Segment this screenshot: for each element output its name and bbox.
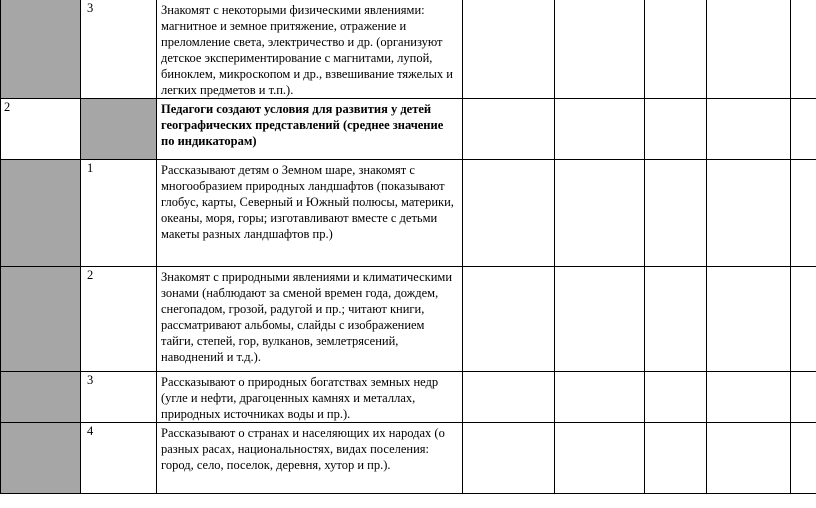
table-row [1, 0, 816, 99]
item-description: Знакомят с некоторыми физическими явлениями: магнитное и земное притяжение, отражение и преломление света, электричество и др. (организуют детское экспериментирование с магнитами, лупой, биноклем, микроскопом и др., взвешивание тяжелых и легких предметов и т.п.). [157, 0, 463, 99]
score-cell [707, 423, 791, 494]
score-cell [707, 160, 791, 267]
section-cell [1, 372, 81, 423]
score-cell [791, 99, 816, 160]
section-cell [1, 160, 81, 267]
section-number: 2 [1, 99, 81, 160]
item-number: 3 [81, 372, 157, 423]
table-row [1, 160, 816, 267]
score-cell [555, 423, 645, 494]
item-number: 1 [81, 160, 157, 267]
score-cell [707, 0, 791, 99]
score-cell [463, 0, 555, 99]
score-cell [645, 99, 707, 160]
item-number: 3 [81, 0, 157, 99]
score-cell [463, 99, 555, 160]
score-cell [555, 160, 645, 267]
score-cell [463, 372, 555, 423]
score-cell [791, 0, 816, 99]
score-cell [645, 160, 707, 267]
score-cell [791, 423, 816, 494]
section-cell [1, 423, 81, 494]
item-description: Рассказывают о природных богатствах земных недр (угле и нефти, драгоценных камнях и металлах, природных источниках воды и пр.). [157, 372, 463, 423]
score-cell [707, 372, 791, 423]
table-row [1, 267, 816, 372]
table-row [1, 423, 816, 494]
score-cell [707, 267, 791, 372]
score-cell [791, 267, 816, 372]
section-cell [1, 0, 81, 99]
score-cell [791, 160, 816, 267]
score-cell [791, 372, 816, 423]
item-description: Знакомят с природными явлениями и климатическими зонами (наблюдают за сменой времен года, дождем, снегопадом, грозой, радугой и пр.; читают книги, рассматривают альбомы, слайды с изображением тайги, степей, гор, вулканов, землетрясений, наводнений и т.д.). [157, 267, 463, 372]
item-number: 4 [81, 423, 157, 494]
number-cell [81, 99, 157, 160]
item-description: Рассказывают о странах и населяющих их народах (о разных расах, национальностях, видах поселения: город, село, поселок, деревня, хутор и пр.). [157, 423, 463, 494]
score-cell [555, 0, 645, 99]
item-description: Рассказывают детям о Земном шаре, знакомят с многообразием природных ландшафтов (показывают глобус, карты, Северный и Южный полюсы, материки, океаны, моря, горы; изготавливают вместе с детьми макеты разных ландшафтов пр.) [157, 160, 463, 267]
score-cell [645, 372, 707, 423]
section-cell [1, 267, 81, 372]
section-title: Педагоги создают условия для развития у детей географических представлений (среднее значение по индикаторам) [157, 99, 463, 160]
score-cell [463, 267, 555, 372]
score-cell [555, 267, 645, 372]
score-cell [463, 423, 555, 494]
score-cell [645, 267, 707, 372]
score-cell [645, 0, 707, 99]
score-cell [555, 372, 645, 423]
item-number: 2 [81, 267, 157, 372]
score-cell [645, 423, 707, 494]
score-cell [707, 99, 791, 160]
table-row [1, 99, 816, 160]
score-cell [555, 99, 645, 160]
table-row [1, 372, 816, 423]
score-cell [463, 160, 555, 267]
